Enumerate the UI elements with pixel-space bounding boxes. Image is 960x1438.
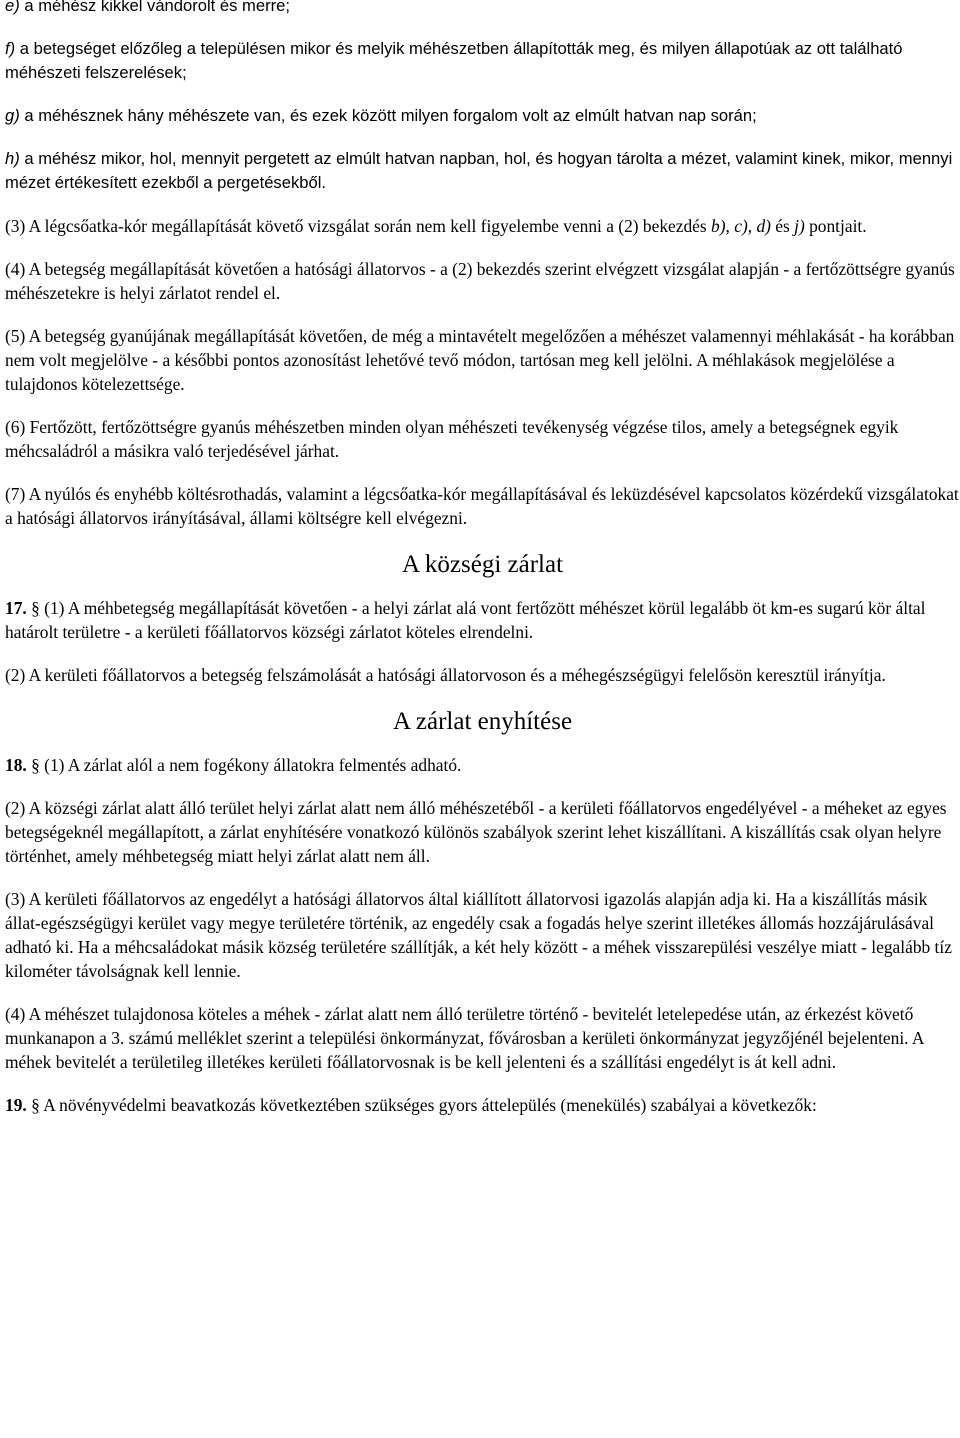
s17-paragraph-1 [5,596,960,644]
s17-p1-text: (1) A méhbetegség megállapítását követően - a helyi zárlat alá vont fertőzött méhészet körül legalább öt km-es sugarú kör által határolt területre - a kerületi főállatorvos községi zárlatot köteles elrendelni. [5,598,926,642]
s18-paragraph-4: (4) A méhészet tulajdonosa köteles a méhek - zárlat alatt nem álló területre történő - bevitelét letelepedése után, az érkezést követő munkanapon a 3. számú melléklet szerint a települési önkormányzat, fővárosban a kerületi önkormányzat jegyzőjénél bejelenteni. A méhek bevitelét a területileg illetékes kerületi főállatorvosnak is be kell jelenteni és a szállítási engedélyt is át kell adni. [5,1004,924,1072]
item-e-label: e) [5,0,20,15]
s19-p1-text: A növényvédelmi beavatkozás következtében szükséges gyors áttelepülés (menekülés) szabályai a következők: [39,1095,817,1115]
item-h-text: a méhész mikor, hol, mennyit pergetett az elmúlt hatvan napban, hol, és hogyan tárolta a mézet, valamint kinek, mikor, mennyi mézet értékesített ezekből a pergetésekből. [5,149,953,192]
item-e [5,0,960,18]
item-g-text: a méhésznek hány méhészete van, és ezek között milyen forgalom volt az elmúlt hatvan nap során; [19,106,757,125]
s16-p3-ref-b: b) [711,216,726,236]
item-h [5,147,960,195]
section-heading-kozsegi-zarlat: A községi zárlat [401,551,564,578]
item-f-label: f) [5,39,16,58]
s16-p3-mid: és [770,216,795,236]
s17-section-link[interactable]: § [31,598,40,618]
item-g [5,104,960,128]
s17-number: 17. [5,598,27,618]
s16-paragraph-5: (5) A betegség gyanújának megállapítását követően, de még a mintavételt megelőzően a méhészet valamennyi méhlakását - ha korábban nem volt megjelölve - a későbbi pontos azonosítást lehetővé tevő módon, tartósan meg kell jelölni. A méhlakások megjelölése a tulajdonos kötelezettsége. [5,326,955,394]
s19-number: 19. [5,1095,27,1115]
s16-paragraph-6: (6) Fertőzött, fertőzöttségre gyanús méhészetben minden olyan méhészeti tevékenység végzése tilos, amely a betegségnek egyik méhcsaládról a másikra való terjedésével járhat. [5,417,899,461]
s16-p3-text: (3) A légcsőatka-kór megállapítását követő vizsgálat során nem kell figyelembe venni a (2) bekezdés [5,216,712,236]
s16-p3-ref-d: d) [756,216,771,236]
s18-section-link[interactable]: § [31,755,40,775]
item-e-text: a méhész kikkel vándorolt és merre; [19,0,290,15]
s16-p3-sep1: , [725,216,735,236]
s18-paragraph-1 [5,753,960,777]
item-h-label: h) [5,149,20,168]
s18-p1-text: (1) A zárlat alól a nem fogékony állatokra felmentés adható. [39,755,462,775]
item-g-label: g) [5,106,20,125]
item-f [5,37,960,85]
item-f-text: a betegséget előzőleg a településen mikor és melyik méhészetben állapították meg, és milyen állapotúak az ott található méhészeti felszerelések; [5,39,903,82]
document-page [5,0,960,1136]
s18-paragraph-2: (2) A községi zárlat alatt álló terület helyi zárlat alatt nem álló méhészetéből - a kerületi főállatorvos engedélyével - a méheket az egyes betegségeknél megállapított, a zárlat enyhítésére vonatkozó különös szabályok szerint lehet kiszállítani. A kiszállítás csak olyan helyre történhet, amely méhbetegség miatt helyi zárlat alatt nem áll. [5,798,947,866]
s16-paragraph-3 [5,214,960,238]
s16-p3-ref-j: j) [794,216,805,236]
s19-section-link[interactable]: § [31,1095,40,1115]
s16-paragraph-7: (7) A nyúlós és enyhébb költésrothadás, valamint a légcsőatka-kór megállapításával és leküzdésével kapcsolatos közérdekű vizsgálatokat a hatósági állatorvos irányításával, állami költségre kell elvégezni. [5,484,959,528]
s18-paragraph-3: (3) A kerületi főállatorvos az engedélyt a hatósági állatorvos által kiállított állatorvosi igazolás alapján adja ki. Ha a kiszállítás másik állat-egészségügyi kerület vagy megye területére történik, az engedély csak a fogadás helye szerint illetékes állomás hozzájárulásával adható ki. Ha a méhcsaládokat másik község területére szállítják, a két hely között - a méhek visszarepülési veszélye miatt - legalább tíz kilométer távolságnak kell lennie. [5,889,952,981]
s16-p3-ref-c: c) [734,216,748,236]
s16-p3-sep2: , [747,216,757,236]
section-heading-zarlat-enyhitese: A zárlat enyhítése [392,708,573,735]
s17-paragraph-2: (2) A kerületi főállatorvos a betegség felszámolását a hatósági állatorvoson és a méhegészségügyi felelősön keresztül irányítja. [5,665,886,685]
s16-p3-end: pontjait. [804,216,867,236]
s19-paragraph-1 [5,1093,960,1117]
s16-paragraph-4: (4) A betegség megállapítását követően a hatósági állatorvos - a (2) bekezdés szerint elvégzett vizsgálat alapján - a fertőzöttségre gyanús méhészetekre is helyi zárlatot rendel el. [5,259,955,303]
s18-number: 18. [5,755,27,775]
